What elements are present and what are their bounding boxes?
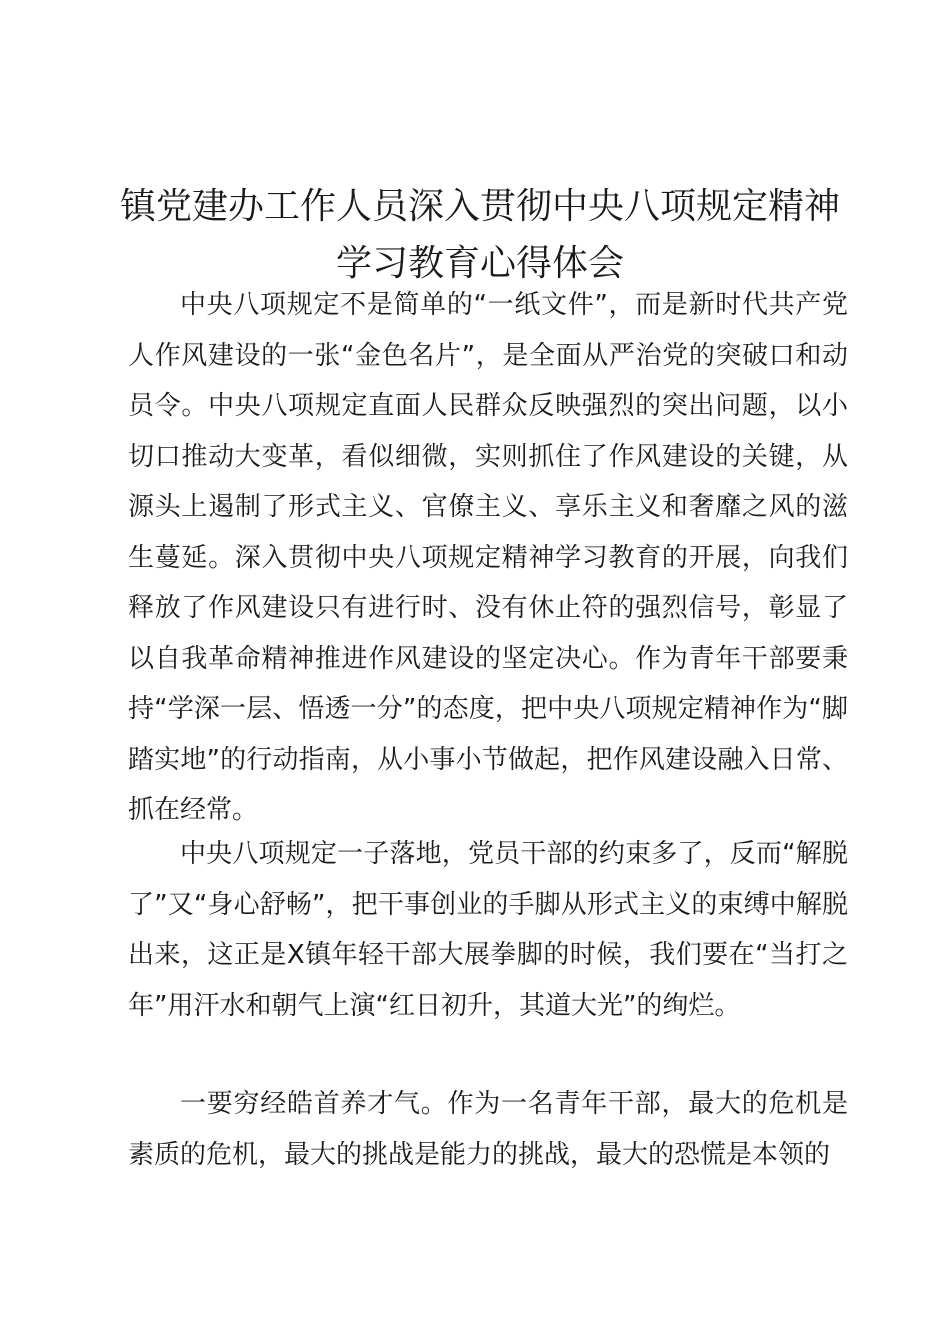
title-line-1: 镇党建办工作人员深入贯彻中央八项规定精神	[119, 186, 840, 227]
body-paragraph-3: 一要穷经皓首养才气。作为一名青年干部，最大的危机是素质的危机，最大的挑战是能力的挑战，最大的恐慌是本领的	[128, 1089, 848, 1170]
body-paragraph-1: 中央八项规定不是简单的“一纸文件”，而是新时代共产党人作风建设的一张“金色名片”，是全面从严治党的突破口和动员令。中央八项规定直面人民群众反映强烈的突出问题，以小切口推动大变革，看似细微，实则抓住了作风建设的关键，从源头上遏制了形式主义、官僚主义、享乐主义和奢靡之风的滋生蔓延。深入贯彻中央八项规定精神学习教育的开展，向我们释放了作风建设只有进行时、没有休止符的强烈信号，彰显了以自我革命精神推进作风建设的坚定决心。作为青年干部要秉持“学深一层、悟透一分”的态度，把中央八项规定精神作为“脚踏实地”的行动指南，从小事小节做起，把作风建设融入日常、抓在经常。	[128, 290, 848, 825]
body-paragraph-2: 中央八项规定一子落地，党员干部的约束多了，反而“解脱了”又“身心舒畅”，把干事创业的手脚从形式主义的束缚中解脱出来，这正是X镇年轻干部大展拳脚的时候，我们要在“当打之年”用汗水和朝气上演“红日初升，其道大光”的绚烂。	[128, 839, 848, 1021]
title-line-2: 学习教育心得体会	[335, 243, 624, 284]
document-title	[110, 178, 850, 292]
